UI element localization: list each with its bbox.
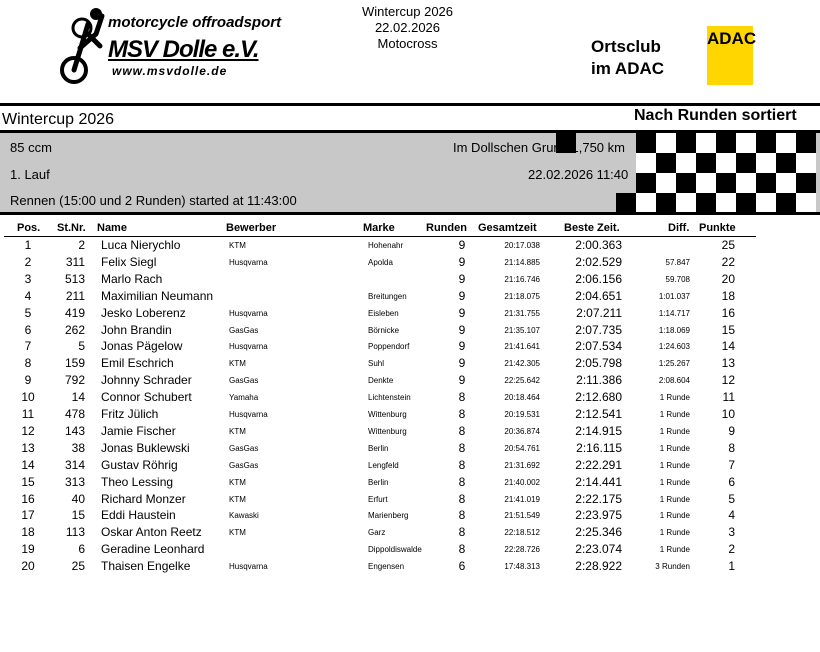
col-name: Name <box>97 222 127 234</box>
cell-position: 12 <box>21 423 35 438</box>
cell-marke: Hohenahr <box>368 241 404 250</box>
cell-position: 5 <box>24 305 32 320</box>
cell-best-lap: 2:25.346 <box>575 525 622 540</box>
cell-laps: 8 <box>458 542 466 557</box>
cell-laps: 8 <box>458 525 466 540</box>
table-row <box>0 356 760 373</box>
cell-bewerber: Kawaski <box>229 511 259 521</box>
race-start-info: Rennen (15:00 und 2 Runden) started at 11:43:00 <box>10 193 297 208</box>
cell-points: 6 <box>728 474 735 489</box>
cell-laps: 9 <box>458 322 466 337</box>
cell-points: 11 <box>722 390 735 405</box>
cell-points: 18 <box>721 288 735 303</box>
cell-marke: Eisleben <box>368 308 399 318</box>
table-row <box>0 255 760 272</box>
cell-best-lap: 2:12.680 <box>575 390 622 405</box>
cell-marke: Denkte <box>368 376 394 386</box>
cell-start-number: 314 <box>64 457 85 472</box>
cell-gap: 1 Runde <box>659 528 690 538</box>
cell-gap: 59.708 <box>665 274 690 284</box>
table-row <box>0 289 760 306</box>
cell-best-lap: 2:22.291 <box>575 457 622 472</box>
cell-start-number: 6 <box>78 542 85 557</box>
col-diff: Diff. <box>668 222 690 234</box>
cell-rider-name: Emil Eschrich <box>101 356 174 371</box>
cell-position: 4 <box>24 288 32 303</box>
cell-start-number: 262 <box>64 322 85 337</box>
table-row <box>0 441 760 458</box>
cell-total-time: 21:14.885 <box>504 257 540 267</box>
cell-total-time: 20:54.761 <box>504 443 540 453</box>
cell-start-number: 311 <box>65 254 85 269</box>
cell-best-lap: 2:28.922 <box>575 559 622 574</box>
cell-best-lap: 2:14.441 <box>575 474 622 489</box>
cell-points: 16 <box>721 305 735 320</box>
cell-rider-name: John Brandin <box>101 322 172 337</box>
sort-label: Nach Runden sortiert <box>634 107 797 124</box>
heat-label: 1. Lauf <box>10 167 50 182</box>
cell-total-time: 21:51.549 <box>504 511 540 521</box>
adac-logo-text: ADAC <box>707 29 757 48</box>
cell-rider-name: Maximilian Neumann <box>101 288 214 303</box>
cell-gap: 2:08.604 <box>658 376 690 386</box>
cell-position: 6 <box>24 322 32 337</box>
cell-rider-name: Jonas Pägelow <box>101 339 183 354</box>
cell-laps: 8 <box>458 440 466 455</box>
cell-bewerber: Husqvarna <box>229 257 268 267</box>
cell-start-number: 2 <box>78 238 85 252</box>
cell-start-number: 113 <box>65 525 85 540</box>
table-row <box>0 424 760 441</box>
cell-total-time: 21:16.746 <box>504 274 540 284</box>
cell-rider-name: Connor Schubert <box>101 390 192 405</box>
cell-bewerber: Husqvarna <box>229 308 268 318</box>
cell-start-number: 5 <box>78 339 85 354</box>
cell-best-lap: 2:07.211 <box>576 305 622 320</box>
cell-total-time: 17:48.313 <box>504 562 540 572</box>
cell-position: 3 <box>24 271 32 286</box>
cell-position: 2 <box>24 254 32 269</box>
cell-rider-name: Gustav Röhrig <box>101 457 178 472</box>
table-row <box>0 339 760 356</box>
divider-top <box>0 103 820 106</box>
cell-best-lap: 2:23.074 <box>575 542 622 557</box>
cell-total-time: 20:17.038 <box>504 241 540 250</box>
cell-position: 16 <box>21 491 35 506</box>
motocross-rider-icon <box>58 4 108 88</box>
ortsclub-label <box>591 36 664 80</box>
cell-gap: 1 Runde <box>659 410 690 419</box>
col-runden: Runden <box>426 222 467 234</box>
cell-rider-name: Thaisen Engelke <box>101 559 191 574</box>
cell-bewerber: Husqvarna <box>229 342 268 352</box>
cell-gap: 1:01.037 <box>658 291 690 301</box>
table-row <box>0 407 760 424</box>
cell-bewerber: GasGas <box>229 325 259 335</box>
cell-bewerber: GasGas <box>229 443 259 453</box>
cell-laps: 9 <box>458 254 466 269</box>
cell-gap: 1 Runde <box>659 545 690 555</box>
cell-points: 22 <box>721 254 735 269</box>
cell-marke: Suhl <box>368 359 385 369</box>
cell-total-time: 21:18.075 <box>504 291 540 301</box>
cell-start-number: 14 <box>71 390 85 405</box>
cell-bewerber: KTM <box>229 477 246 487</box>
cell-points: 9 <box>728 423 735 438</box>
cell-marke: Wittenburg <box>368 426 407 436</box>
cell-position: 14 <box>21 457 35 472</box>
cell-laps: 8 <box>458 390 466 405</box>
cell-rider-name: Oskar Anton Reetz <box>101 525 202 540</box>
cell-best-lap: 2:06.156 <box>575 271 622 286</box>
cell-marke: Börnicke <box>368 325 400 335</box>
table-header-line <box>4 236 756 237</box>
cell-best-lap: 2:14.915 <box>575 423 622 438</box>
cell-marke: Poppendorf <box>368 342 410 352</box>
ortsclub-line2: im ADAC <box>591 59 665 78</box>
cell-best-lap: 2:04.651 <box>575 288 622 303</box>
table-row <box>0 272 760 289</box>
cell-rider-name: Johnny Schrader <box>101 373 192 388</box>
divider-bottom <box>0 212 820 215</box>
cell-start-number: 159 <box>64 356 85 371</box>
cell-best-lap: 2:07.735 <box>575 322 622 337</box>
cell-bewerber: Husqvarna <box>229 562 268 572</box>
table-row <box>0 559 760 576</box>
table-row <box>0 508 760 525</box>
cell-laps: 9 <box>458 373 466 388</box>
cell-marke: Berlin <box>368 477 389 487</box>
cell-bewerber: Husqvarna <box>229 410 268 419</box>
cell-gap: 1 Runde <box>659 393 690 403</box>
cell-start-number: 25 <box>71 559 85 574</box>
cell-laps: 8 <box>458 407 466 421</box>
cell-marke: Wittenburg <box>368 410 407 419</box>
cell-bewerber: Yamaha <box>229 393 259 403</box>
cell-best-lap: 2:05.798 <box>575 356 622 371</box>
cell-gap: 1 Runde <box>659 494 690 504</box>
cell-laps: 6 <box>458 559 466 574</box>
cell-start-number: 419 <box>64 305 85 320</box>
cell-position: 18 <box>21 525 35 540</box>
cell-points: 25 <box>721 238 735 252</box>
cell-laps: 8 <box>458 474 466 489</box>
cell-marke: Berlin <box>368 443 389 453</box>
cell-bewerber: KTM <box>229 241 246 250</box>
cell-total-time: 22:25.642 <box>504 376 540 386</box>
cell-total-time: 21:42.305 <box>504 359 540 369</box>
cell-total-time: 21:41.641 <box>504 342 540 352</box>
cell-best-lap: 2:00.363 <box>575 238 622 252</box>
cell-total-time: 22:28.726 <box>504 545 540 555</box>
cell-gap: 1:18.069 <box>658 325 690 335</box>
club-url: www.msvdolle.de <box>112 64 228 78</box>
cell-gap: 1 Runde <box>659 443 690 453</box>
cell-start-number: 513 <box>64 271 85 286</box>
cell-rider-name: Fritz Jülich <box>101 407 159 421</box>
cell-rider-name: Jesko Loberenz <box>101 305 186 320</box>
cell-best-lap: 2:16.115 <box>576 440 622 455</box>
ortsclub-line1: Ortsclub <box>591 37 661 56</box>
cell-total-time: 21:31.692 <box>504 460 540 470</box>
table-row <box>0 458 760 475</box>
col-beste-zeit: Beste Zeit. <box>564 222 620 234</box>
cell-rider-name: Richard Monzer <box>101 491 186 506</box>
cell-best-lap: 2:02.529 <box>575 254 622 269</box>
cell-total-time: 20:18.464 <box>504 393 540 403</box>
cell-rider-name: Eddi Haustein <box>101 508 176 523</box>
cell-gap: 1:14.717 <box>658 308 690 318</box>
event-header <box>330 4 485 52</box>
cell-points: 7 <box>728 457 735 472</box>
cell-laps: 9 <box>458 356 466 371</box>
cell-total-time: 20:19.531 <box>504 410 540 419</box>
cell-position: 11 <box>21 407 35 421</box>
cell-marke: Marienberg <box>368 511 409 521</box>
cell-position: 8 <box>24 356 32 371</box>
club-tagline: motorcycle offroadsport <box>108 14 282 31</box>
cell-bewerber: KTM <box>229 494 246 504</box>
cell-best-lap: 2:11.386 <box>576 373 622 388</box>
cell-start-number: 313 <box>64 474 85 489</box>
cell-laps: 8 <box>458 508 466 523</box>
cell-marke: Breitungen <box>368 291 407 301</box>
cell-gap: 1 Runde <box>659 477 690 487</box>
cell-rider-name: Geradine Leonhard <box>101 542 205 557</box>
cell-bewerber: KTM <box>229 528 246 538</box>
cell-position: 13 <box>21 440 35 455</box>
table-row <box>0 390 760 407</box>
cell-start-number: 211 <box>65 288 85 303</box>
cell-best-lap: 2:22.175 <box>575 491 622 506</box>
cell-start-number: 38 <box>71 440 85 455</box>
cell-total-time: 22:18.512 <box>504 528 540 538</box>
cell-rider-name: Jonas Buklewski <box>101 440 190 455</box>
page-title: Wintercup 2026 <box>2 111 115 128</box>
cell-points: 1 <box>728 559 735 574</box>
cell-laps: 9 <box>458 305 466 320</box>
cell-laps: 9 <box>458 238 466 252</box>
cell-marke: Erfurt <box>368 494 388 504</box>
cell-laps: 8 <box>458 457 466 472</box>
col-bewerber: Bewerber <box>226 222 277 234</box>
cell-start-number: 792 <box>64 373 85 388</box>
cell-laps: 8 <box>458 423 466 438</box>
cell-laps: 9 <box>458 271 466 286</box>
cell-marke: Garz <box>368 528 386 538</box>
event-title: Wintercup 2026 <box>361 4 454 19</box>
cell-total-time: 21:31.755 <box>504 308 540 318</box>
cell-gap: 57.847 <box>665 257 690 267</box>
cell-rider-name: Jamie Fischer <box>101 423 176 438</box>
cell-points: 12 <box>721 373 735 388</box>
cell-position: 9 <box>24 373 32 388</box>
cell-bewerber: KTM <box>229 359 246 369</box>
adac-logo <box>707 26 757 85</box>
cell-position: 19 <box>21 542 35 557</box>
cell-points: 8 <box>728 440 735 455</box>
cell-position: 20 <box>21 559 35 574</box>
cell-bewerber: KTM <box>229 426 246 436</box>
cell-position: 10 <box>21 390 35 405</box>
table-row <box>0 238 760 255</box>
cell-start-number: 478 <box>64 407 85 421</box>
col-stnr: St.Nr. <box>57 222 86 234</box>
cell-position: 15 <box>21 474 35 489</box>
cell-points: 14 <box>721 339 735 354</box>
col-punkte: Punkte <box>699 222 736 234</box>
cell-rider-name: Theo Lessing <box>101 474 174 489</box>
club-name: MSV Dolle e.V. <box>108 36 259 63</box>
event-type: Motocross <box>377 36 438 51</box>
cell-total-time: 20:36.874 <box>504 426 540 436</box>
cell-points: 5 <box>728 491 735 506</box>
col-pos: Pos. <box>17 222 41 234</box>
col-gesamtzeit: Gesamtzeit <box>478 222 537 234</box>
cell-gap: 1 Runde <box>659 460 690 470</box>
cell-rider-name: Luca Nierychlo <box>101 238 181 252</box>
track-info: Im Dollschen Grund 1,750 km <box>453 140 625 155</box>
cell-rider-name: Felix Siegl <box>101 254 157 269</box>
table-row <box>0 475 760 492</box>
cell-gap: 1:25.267 <box>658 359 690 369</box>
cell-total-time: 21:40.002 <box>504 477 540 487</box>
table-row <box>0 306 760 323</box>
cell-gap: 1 Runde <box>659 426 690 436</box>
cell-points: 15 <box>721 322 735 337</box>
cell-gap: 1 Runde <box>659 511 690 521</box>
table-row <box>0 492 760 509</box>
cell-marke: Apolda <box>368 257 393 267</box>
table-row <box>0 525 760 542</box>
cell-position: 7 <box>24 339 32 354</box>
cell-start-number: 40 <box>71 491 85 506</box>
table-row <box>0 373 760 390</box>
cell-best-lap: 2:23.975 <box>575 508 622 523</box>
cell-points: 13 <box>721 356 735 371</box>
cell-bewerber: GasGas <box>229 460 259 470</box>
cell-points: 10 <box>721 407 735 421</box>
cell-laps: 9 <box>458 288 466 303</box>
table-row <box>0 323 760 340</box>
cell-laps: 9 <box>458 339 466 354</box>
race-class: 85 ccm <box>10 140 52 155</box>
cell-best-lap: 2:12.541 <box>575 407 622 421</box>
cell-bewerber: GasGas <box>229 376 259 386</box>
cell-marke: Lichtenstein <box>368 393 411 403</box>
cell-start-number: 143 <box>64 423 85 438</box>
cell-gap: 1:24.603 <box>658 342 690 352</box>
cell-position: 1 <box>24 238 32 252</box>
cell-rider-name: Marlo Rach <box>101 271 163 286</box>
cell-total-time: 21:35.107 <box>504 325 540 335</box>
cell-best-lap: 2:07.534 <box>575 339 622 354</box>
cell-total-time: 21:41.019 <box>504 494 540 504</box>
cell-start-number: 15 <box>71 508 85 523</box>
race-datetime: 22.02.2026 11:40 <box>528 167 629 182</box>
col-marke: Marke <box>363 222 395 234</box>
cell-points: 3 <box>728 525 735 540</box>
cell-position: 17 <box>21 508 35 523</box>
cell-laps: 8 <box>458 491 466 506</box>
cell-points: 20 <box>721 271 735 286</box>
table-row <box>0 542 760 559</box>
cell-marke: Engensen <box>368 562 405 572</box>
cell-gap: 3 Runden <box>655 562 690 572</box>
cell-marke: Lengfeld <box>368 460 399 470</box>
cell-marke: Dippoldiswalde <box>368 545 422 555</box>
event-date: 22.02.2026 <box>374 20 441 35</box>
cell-points: 4 <box>728 508 735 523</box>
cell-points: 2 <box>728 542 735 557</box>
